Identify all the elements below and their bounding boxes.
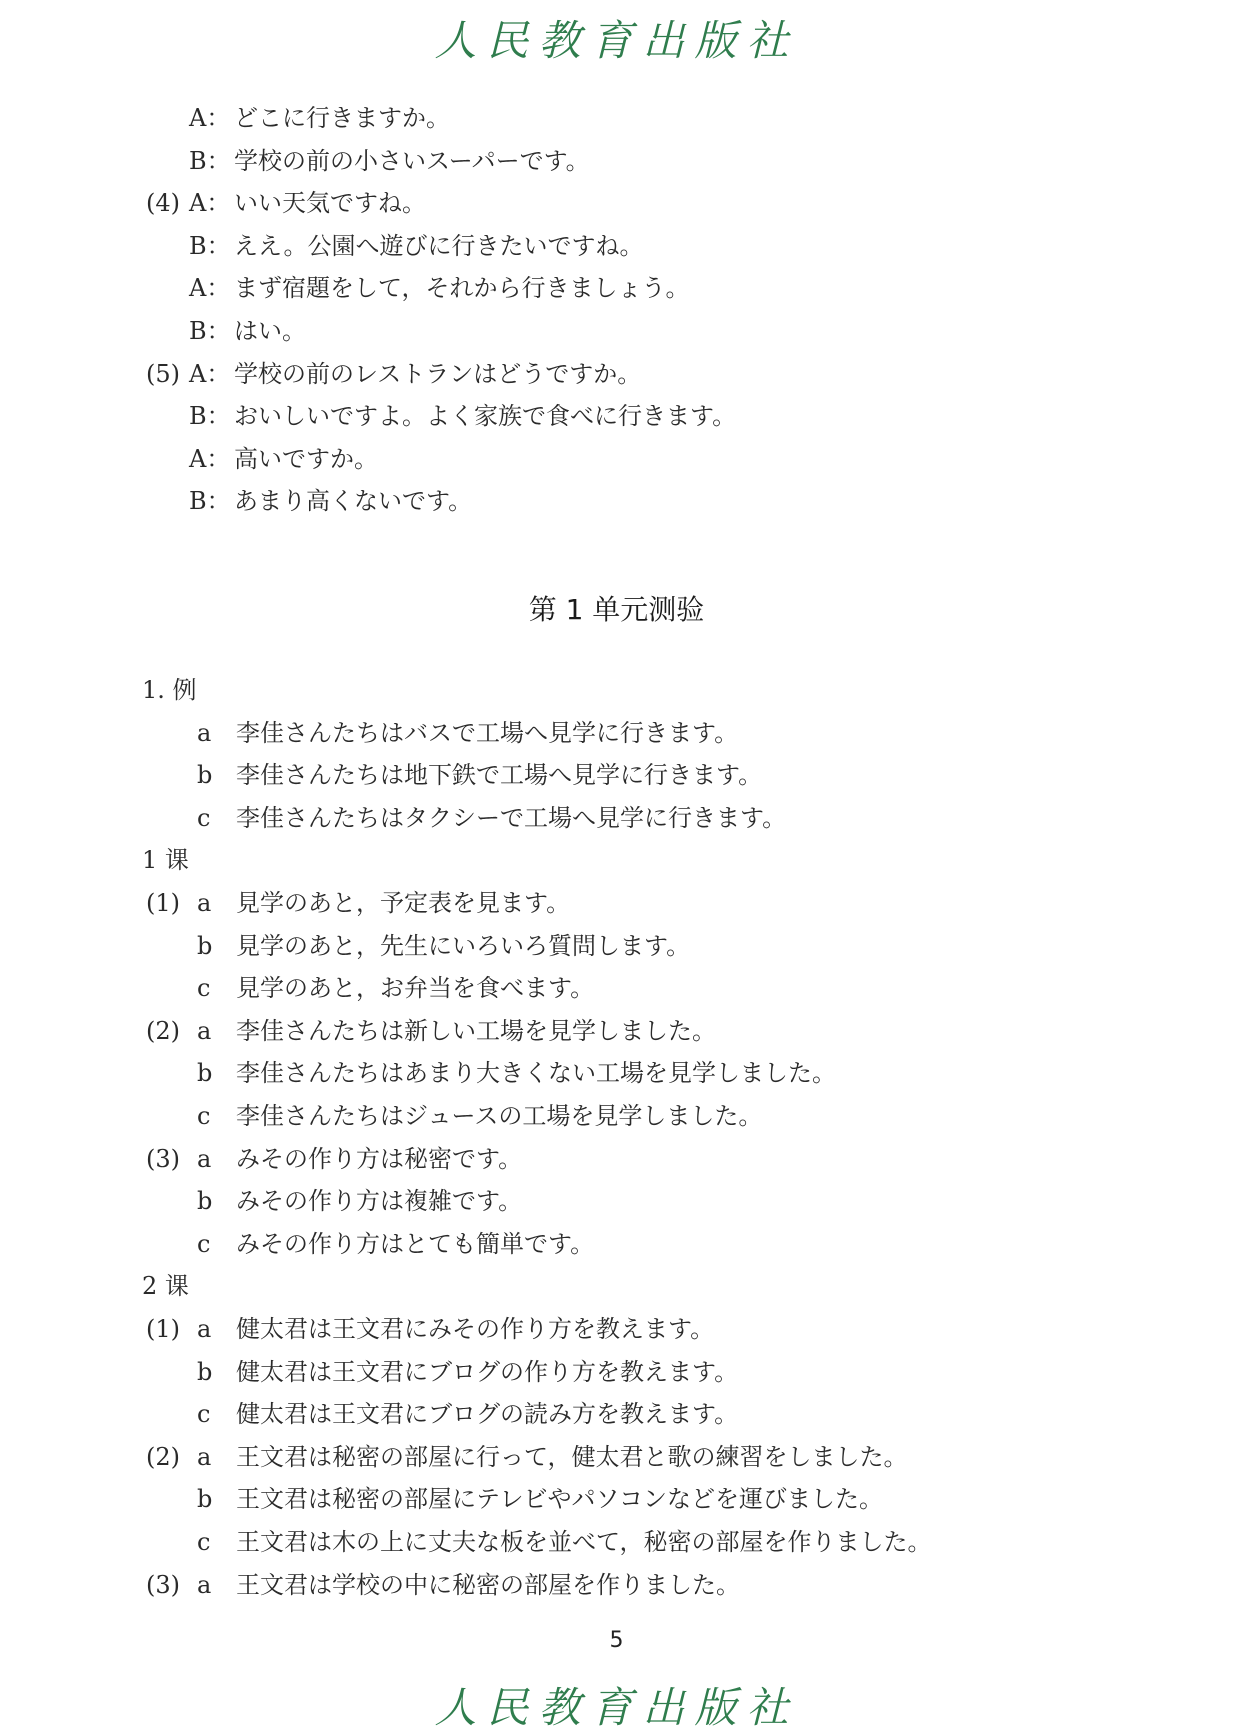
speaker-label: A： (189, 274, 231, 303)
speaker-label: B： (189, 317, 231, 345)
option-text: 李佳さんたちはバスで工場へ見学に行きます。 (236, 718, 739, 747)
speaker-label: A： (189, 189, 231, 218)
option-text: 李佳さんたちは地下鉄で工場へ見学に行きます。 (236, 761, 763, 790)
question-number: (2) (146, 1016, 180, 1045)
question-number: (3) (146, 1144, 180, 1173)
section-title-text: 1 课 (142, 846, 189, 875)
option-letter: a (197, 718, 212, 747)
page-number: 5 (609, 1628, 624, 1653)
option-letter: b (197, 1187, 213, 1216)
option-letter: c (197, 803, 211, 832)
option-letter: b (197, 761, 213, 790)
option-text: 健太君は王文君にブログの読み方を教えます。 (236, 1400, 739, 1429)
option-letter: a (197, 889, 212, 917)
dialogue-text: ええ。公園へ遊びに行きたいですね。 (234, 231, 644, 260)
option-text: 李佳さんたちはあまり大きくない工場を見学しました。 (236, 1059, 836, 1088)
dialogue-text: いい天気ですね。 (234, 189, 426, 218)
speaker-label: B： (189, 231, 231, 260)
speaker-label: A： (189, 359, 231, 388)
speaker-label: A： (189, 444, 231, 473)
option-text: 王文君は学校の中に秘密の部屋を作りました。 (236, 1570, 740, 1599)
option-text: 見学のあと，予定表を見ます。 (236, 889, 571, 917)
option-letter: a (197, 1144, 212, 1173)
option-text: 健太君は王文君にみその作り方を教えます。 (236, 1315, 715, 1343)
speaker-label: B： (189, 402, 231, 431)
option-letter: c (197, 974, 211, 1003)
dialogue-text: はい。 (234, 317, 306, 345)
option-letter: c (197, 1528, 211, 1556)
option-letter: c (197, 1229, 211, 1258)
speaker-label: B： (189, 146, 231, 175)
dialogue-text: 学校の前の小さいスーパーです。 (234, 146, 590, 175)
option-letter: c (197, 1400, 211, 1429)
unit-heading: 第 1 单元测验 (528, 593, 705, 626)
dialogue-number: (4) (146, 189, 180, 218)
option-letter: a (197, 1442, 212, 1471)
option-text: 李佳さんたちはジュースの工場を見学しました。 (236, 1102, 763, 1130)
dialogue-text: 学校の前のレストランはどうですか。 (234, 359, 642, 388)
option-letter: b (197, 1059, 213, 1088)
dialogue-number: (5) (146, 359, 180, 388)
section-title-text: 1. 例 (142, 676, 197, 704)
question-number: (2) (146, 1442, 180, 1471)
dialogue-text: 高いですか。 (234, 444, 378, 473)
option-letter: b (197, 931, 213, 960)
option-text: 王文君は木の上に丈夫な板を並べて，秘密の部屋を作りました。 (236, 1528, 932, 1556)
option-text: 李佳さんたちは新しい工場を見学しました。 (236, 1016, 716, 1045)
question-number: (1) (146, 889, 180, 917)
option-text: 見学のあと，お弁当を食べます。 (236, 974, 595, 1003)
dialogue-text: まず宿題をして，それから行きましょう。 (234, 274, 690, 303)
option-text: 王文君は秘密の部屋にテレビやパソコンなどを運びました。 (236, 1485, 884, 1514)
speaker-label: A： (189, 104, 231, 132)
option-letter: a (197, 1315, 212, 1343)
publisher-logo-top: 人民教育出版社 (434, 16, 799, 65)
option-text: みその作り方はとても簡単です。 (236, 1229, 595, 1258)
option-letter: c (197, 1102, 211, 1130)
option-letter: b (197, 1357, 213, 1386)
dialogue-text: おいしいですよ。よく家族で食べに行きます。 (234, 402, 737, 431)
dialogue-text: あまり高くないです。 (234, 487, 473, 516)
option-letter: b (197, 1485, 213, 1514)
option-text: みその作り方は複雑です。 (236, 1187, 523, 1216)
option-letter: a (197, 1016, 212, 1045)
speaker-label: B： (189, 487, 231, 516)
option-letter: a (197, 1570, 212, 1599)
question-number: (3) (146, 1570, 180, 1599)
option-text: 王文君は秘密の部屋に行って，健太君と歌の練習をしました。 (236, 1442, 908, 1471)
option-text: みその作り方は秘密です。 (236, 1144, 523, 1173)
option-text: 見学のあと，先生にいろいろ質問します。 (236, 931, 691, 960)
publisher-logo-bottom: 人民教育出版社 (434, 1683, 799, 1732)
section-title-text: 2 课 (142, 1272, 189, 1301)
option-text: 李佳さんたちはタクシーで工場へ見学に行きます。 (236, 803, 787, 832)
dialogue-text: どこに行きますか。 (234, 104, 450, 132)
option-text: 健太君は王文君にブログの作り方を教えます。 (236, 1357, 739, 1386)
question-number: (1) (146, 1315, 180, 1343)
